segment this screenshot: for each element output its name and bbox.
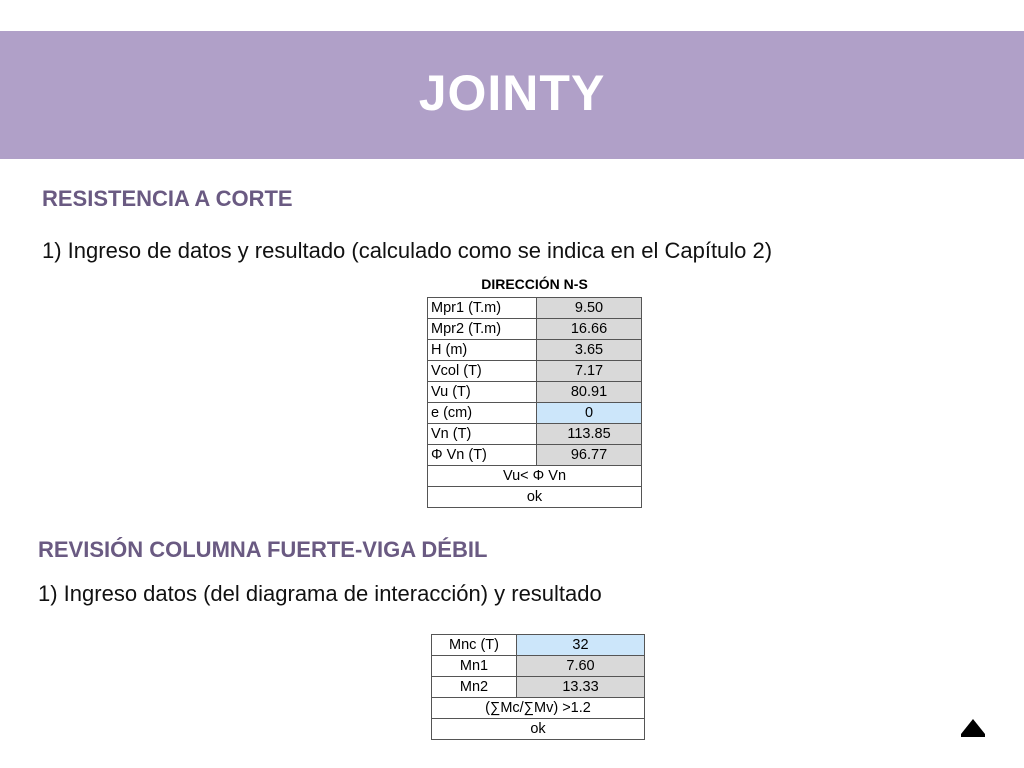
input-value[interactable]: 0 bbox=[537, 403, 642, 424]
input-value[interactable]: 32 bbox=[517, 635, 645, 656]
row-label: Φ Vn (T) bbox=[428, 445, 537, 466]
slide-title: JOINTY bbox=[418, 65, 606, 121]
row-value: 3.65 bbox=[537, 340, 642, 361]
triangle-up-icon[interactable] bbox=[961, 719, 985, 734]
row-label: Mpr2 (T.m) bbox=[428, 319, 537, 340]
row-value: 16.66 bbox=[537, 319, 642, 340]
table-row bbox=[428, 298, 642, 319]
row-label: e (cm) bbox=[428, 403, 537, 424]
table-row bbox=[432, 656, 645, 677]
table-row bbox=[428, 466, 642, 487]
check-result: ok bbox=[428, 487, 642, 508]
table-row bbox=[432, 719, 645, 740]
title-banner bbox=[0, 31, 1024, 159]
table-row bbox=[428, 382, 642, 403]
row-label: Vn (T) bbox=[428, 424, 537, 445]
table-row bbox=[432, 677, 645, 698]
row-label: Mpr1 (T.m) bbox=[428, 298, 537, 319]
row-label: Mnc (T) bbox=[432, 635, 517, 656]
row-label: Mn1 bbox=[432, 656, 517, 677]
row-label: Vcol (T) bbox=[428, 361, 537, 382]
check-condition: Vu< Φ Vn bbox=[428, 466, 642, 487]
table-row bbox=[428, 340, 642, 361]
row-value: 80.91 bbox=[537, 382, 642, 403]
table-row bbox=[428, 361, 642, 382]
row-label: Mn2 bbox=[432, 677, 517, 698]
section-heading-shear: RESISTENCIA A CORTE bbox=[42, 186, 293, 211]
column-beam-table bbox=[431, 634, 645, 740]
table-row bbox=[432, 635, 645, 656]
row-value: 9.50 bbox=[537, 298, 642, 319]
check-result: ok bbox=[432, 719, 645, 740]
row-value: 7.60 bbox=[517, 656, 645, 677]
row-value: 13.33 bbox=[517, 677, 645, 698]
table-row bbox=[428, 487, 642, 508]
shear-table bbox=[427, 297, 642, 508]
table-row bbox=[428, 319, 642, 340]
table-row bbox=[428, 403, 642, 424]
row-label: Vu (T) bbox=[428, 382, 537, 403]
row-value: 96.77 bbox=[537, 445, 642, 466]
row-value: 7.17 bbox=[537, 361, 642, 382]
check-condition: (∑Mc/∑Mv) >1.2 bbox=[432, 698, 645, 719]
table-row bbox=[432, 698, 645, 719]
section-text-column-beam: 1) Ingreso datos (del diagrama de interacción) y resultado bbox=[38, 581, 602, 606]
table-title: DIRECCIÓN N-S bbox=[481, 276, 588, 292]
row-value: 113.85 bbox=[537, 424, 642, 445]
section-heading-column-beam: REVISIÓN COLUMNA FUERTE-VIGA DÉBIL bbox=[38, 537, 488, 562]
table-row bbox=[428, 445, 642, 466]
row-label: H (m) bbox=[428, 340, 537, 361]
table-row bbox=[428, 424, 642, 445]
section-text-shear: 1) Ingreso de datos y resultado (calculado como se indica en el Capítulo 2) bbox=[42, 238, 773, 263]
